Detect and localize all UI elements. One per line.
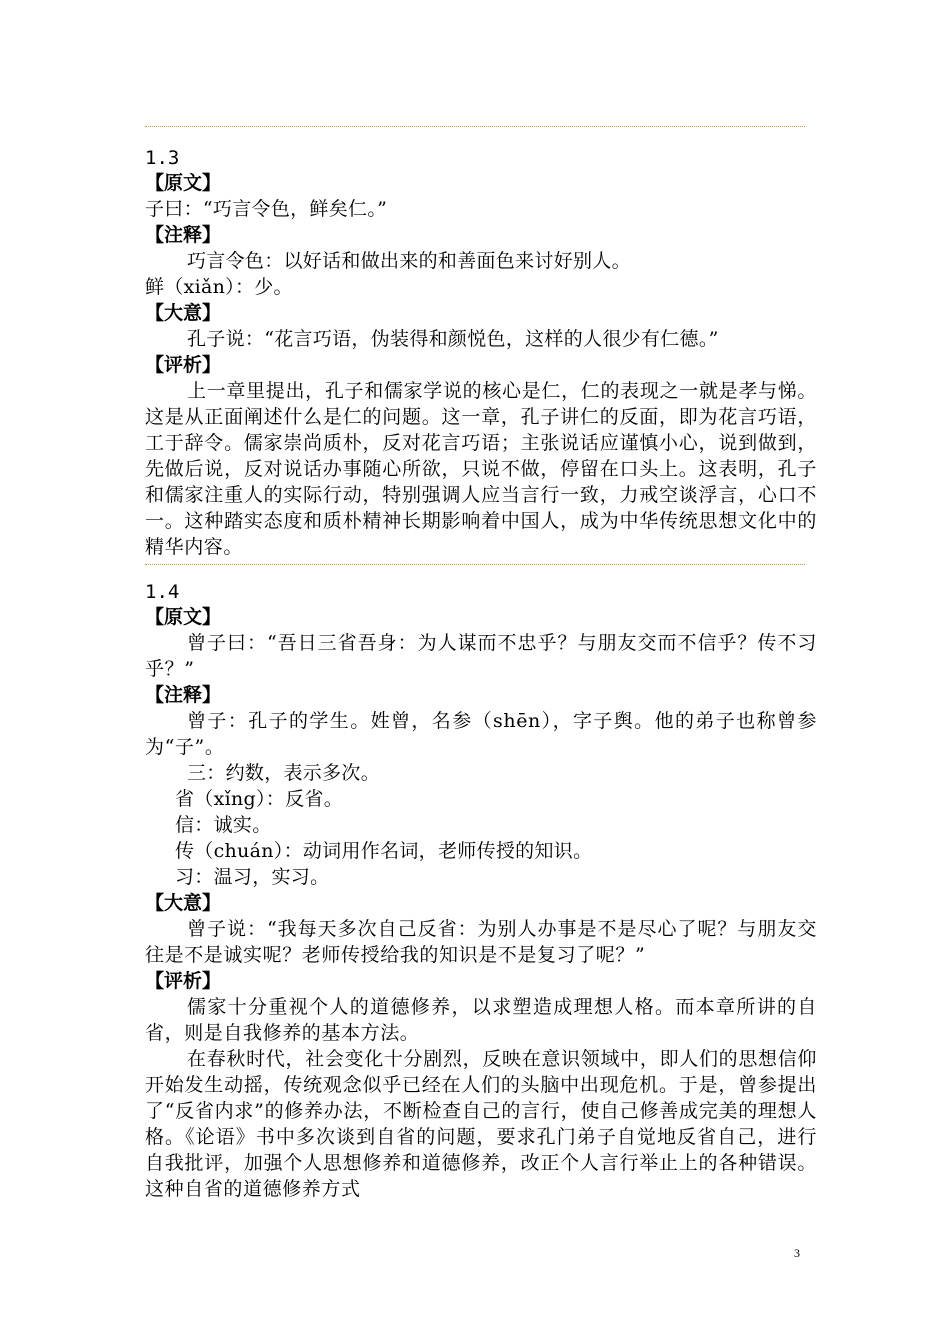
meaning-text: 曾子说：“我每天多次自己反省：为别人办事是不是尽心了呢？与朋友交往是不是诚实呢？老师传授给我的知识是不是复习了呢？” <box>145 918 817 966</box>
section-1-4 <box>145 580 817 1202</box>
heading-original-text: 【原文】 <box>145 172 222 194</box>
original-text: 子曰：“巧言令色，鲜矣仁。” <box>145 198 388 220</box>
section-divider <box>145 564 805 565</box>
note-item: 三：约数，表示多次。 <box>187 762 381 784</box>
commentary-paragraph: 在春秋时代，社会变化十分剧烈，反映在意识领域中，即人们的思想信仰开始发生动摇，传统观念似乎已经在人们的头脑中出现危机。于是，曾参提出了“反省内求”的修养办法，不断检查自己的言行，使自己修善成完美的理想人格。《论语》书中多次谈到自省的问题，要求孔门弟子自觉地反省自己，进行自我批评，加强个人思想修养和道德修养，改正个人言行举止上的各种错误。这种自省的道德修养方式 <box>145 1048 817 1200</box>
heading-notes: 【注释】 <box>145 224 222 246</box>
note-item: 信：诚实。 <box>175 814 272 836</box>
section-divider <box>145 126 805 127</box>
section-1-3 <box>145 146 817 560</box>
page-number: 3 <box>794 1246 800 1260</box>
heading-meaning: 【大意】 <box>145 892 222 914</box>
heading-commentary: 【评析】 <box>145 354 222 376</box>
commentary-paragraph: 儒家十分重视个人的道德修养，以求塑造成理想人格。而本章所讲的自省，则是自我修养的基本方法。 <box>145 996 817 1044</box>
commentary-paragraph: 上一章里提出，孔子和儒家学说的核心是仁，仁的表现之一就是孝与悌。这是从正面阐述什么是仁的问题。这一章，孔子讲仁的反面，即为花言巧语，工于辞令。儒家崇尚质朴，反对花言巧语；主张说话应谨慎小心，说到做到，先做后说，反对说话办事随心所欲，只说不做，停留在口头上。这表明，孔子和儒家注重人的实际行动，特别强调人应当言行一致，力戒空谈浮言，心口不一。这种踏实态度和质朴精神长期影响着中国人，成为中华传统思想文化中的精华内容。 <box>145 380 817 558</box>
original-text: 曾子曰：“吾日三省吾身：为人谋而不忠乎？与朋友交而不信乎？传不习乎？” <box>145 632 817 680</box>
note-item: 鲜（xiǎn）：少。 <box>145 276 293 298</box>
heading-original-text: 【原文】 <box>145 606 222 628</box>
heading-commentary: 【评析】 <box>145 970 222 992</box>
heading-notes: 【注释】 <box>145 684 222 706</box>
section-number: 1.3 <box>145 147 180 169</box>
section-number: 1.4 <box>145 581 180 603</box>
note-item: 曾子：孔子的学生。姓曾，名参（shēn），字子舆。他的弟子也称曾参为“子”。 <box>145 710 817 758</box>
note-item: 传（chuán）：动词用作名词，老师传授的知识。 <box>175 840 593 862</box>
note-item: 习：温习，实习。 <box>175 866 330 888</box>
note-item: 巧言令色：以好话和做出来的和善面色来讨好别人。 <box>187 250 631 272</box>
meaning-text: 孔子说：“花言巧语，伪装得和颜悦色，这样的人很少有仁德。” <box>187 328 719 350</box>
note-item: 省（xǐng）：反省。 <box>175 788 343 810</box>
heading-meaning: 【大意】 <box>145 302 222 324</box>
